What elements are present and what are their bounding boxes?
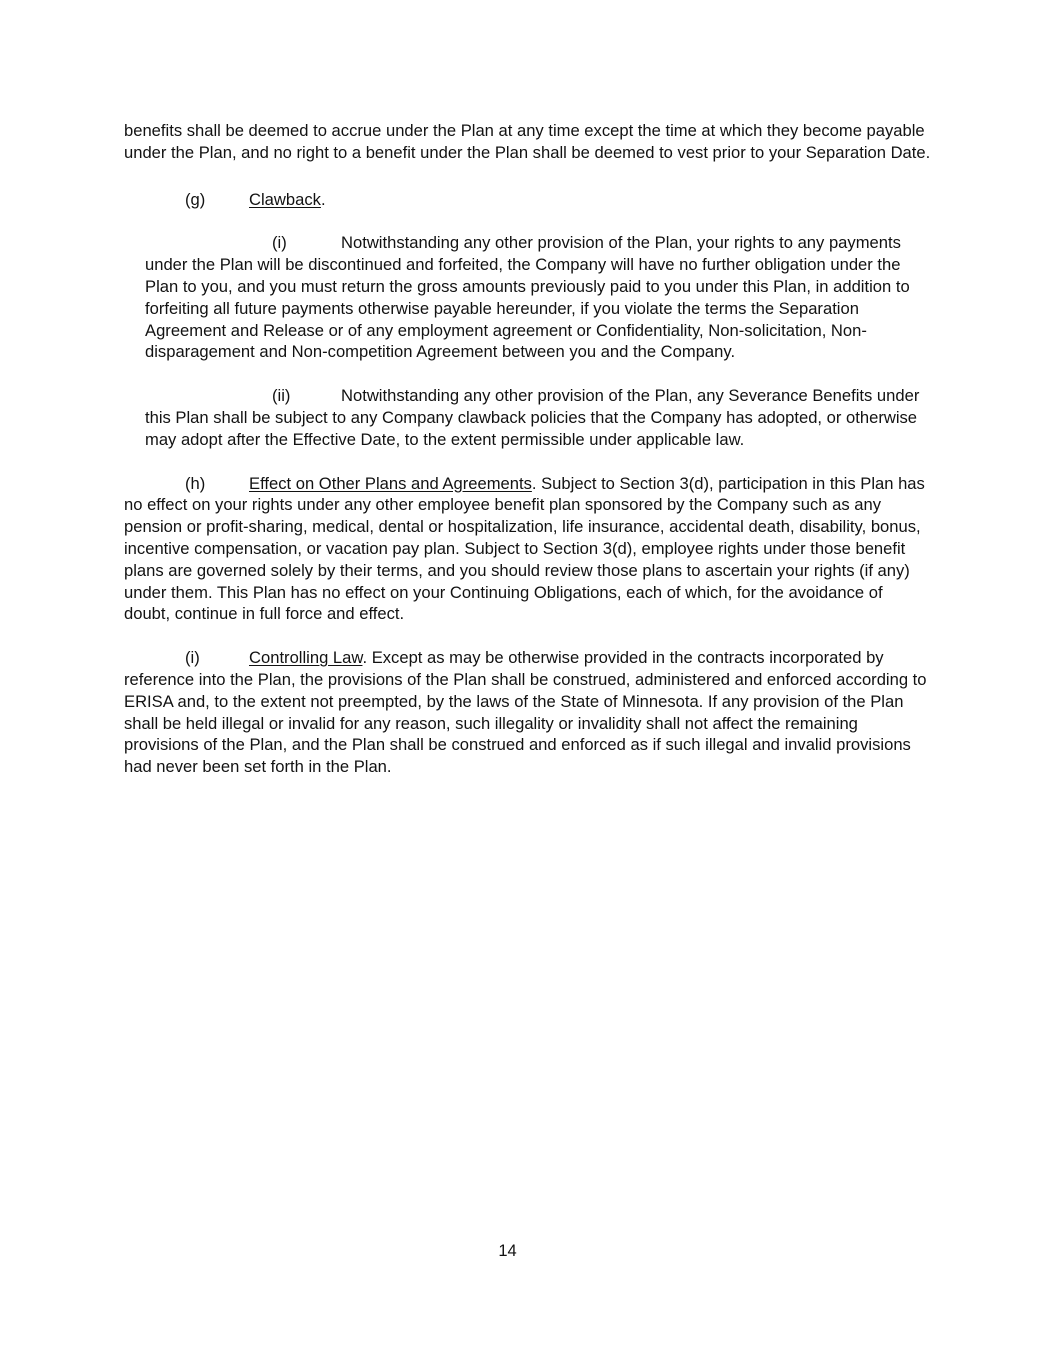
section-h-title: Effect on Other Plans and Agreements [249, 473, 532, 493]
section-h-label: (h) [185, 473, 206, 493]
section-g-item-ii [145, 385, 931, 450]
continuation-text: benefits shall be deemed to accrue under the Plan at any time except the time at which they become payable under the Plan, and no right to a benefit under the Plan shall be deemed to vest prior to your Separation Date. [124, 121, 931, 162]
section-g-item-ii-label: (ii) [272, 386, 291, 406]
section-g-title-period: . [320, 189, 326, 209]
section-i-text: . Except as may be otherwise provided in the contracts incorporated by reference into the Plan, the provisions of the Plan shall be construed, administered and enforced according to ERISA and, to the extent not preempted, by the laws of the State of Minnesota. If any provision of the Plan shall be held illegal or invalid for any reason, such illegality or invalidity shall not affect the remaining provisions of the Plan, and the Plan shall be construed and enforced as if such illegal and invalid provisions had never been set forth in the Plan. [124, 648, 927, 777]
section-g-title: Clawback [249, 189, 321, 209]
section-g-label: (g) [185, 189, 206, 209]
section-g-heading [124, 189, 931, 211]
paragraph-continuation [124, 120, 931, 164]
section-g-item-i-text: Notwithstanding any other provision of the Plan, your rights to any payments under the Plan will be discontinued and forfeited, the Company will have no further obligation under the Plan to you, and you must return the gross amounts previously paid to you under this Plan, in addition to forfeiting all future payments otherwise payable hereunder, if you violate the terms the Separation Agreement and Release or of any employment agreement or Confidentiality, Non-solicitation, Non-disparagement and Non-competition Agreement between you and the Company. [145, 233, 910, 362]
section-h-text: . Subject to Section 3(d), participation in this Plan has no effect on your rights under any other employee benefit plan sponsored by the Company such as any pension or profit-sharing, medical, dental or hospitalization, life insurance, accidental death, disability, bonus, incentive compensation, or vacation pay plan. Subject to Section 3(d), employee rights under those benefit plans are governed solely by their terms, and you should review those plans to ascertain your rights (if any) under them. This Plan has no effect on your Continuing Obligations, each of which, for the avoidance of doubt, continue in full force and effect. [124, 473, 925, 624]
section-i-label: (i) [185, 648, 200, 668]
page-number: 14 [498, 1242, 517, 1260]
document-body [124, 120, 931, 800]
section-i-paragraph [124, 647, 931, 778]
section-i-title: Controlling Law [249, 648, 363, 668]
section-g-item-ii-text: Notwithstanding any other provision of the Plan, any Severance Benefits under this Plan shall be subject to any Company clawback policies that the Company has adopted, or otherwise may adopt after the Effective Date, to the extent permissible under applicable law. [145, 386, 920, 449]
section-g-item-i [145, 232, 931, 363]
section-g-item-i-label: (i) [272, 233, 287, 253]
section-h-paragraph [124, 473, 931, 626]
